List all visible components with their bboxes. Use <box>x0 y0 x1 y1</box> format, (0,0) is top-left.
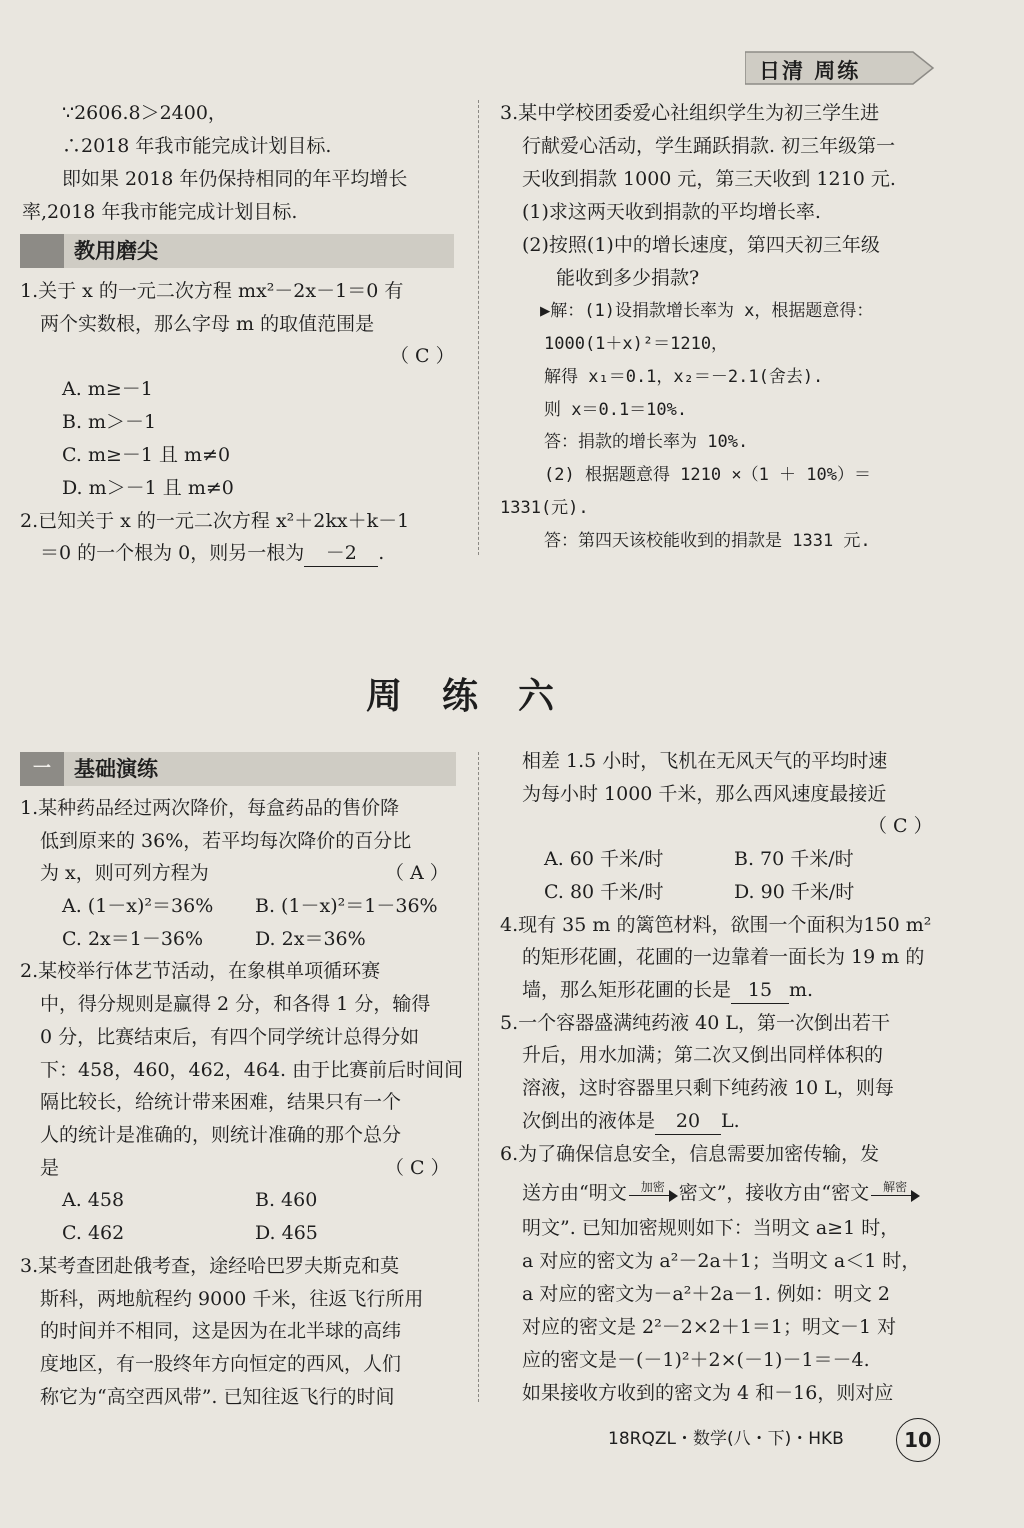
solution-line: ▶解：(1)设捐款增长率为 x，根据题意得： <box>540 301 874 321</box>
banner-label: 日清 周练 <box>759 59 861 83</box>
column-divider <box>478 752 479 1402</box>
option: C. m≥－1 且 m≠0 <box>62 444 231 466</box>
decrypt-arrow-icon <box>869 1180 921 1206</box>
text-line: ∵2606.8＞2400， <box>62 102 227 124</box>
question-line: 1.关于 x 的一元二次方程 mx²－2x－1＝0 有 <box>20 280 404 302</box>
header-banner <box>745 50 935 86</box>
option: D. 90 千米/时 <box>734 881 855 903</box>
question-line <box>522 1180 921 1206</box>
question-line: 2.某校举行体艺节活动，在象棋单项循环赛 <box>20 960 381 982</box>
solution-line: 答：第四天该校能收到的捐款是 1331 元. <box>544 531 871 551</box>
question-text: . <box>378 542 385 564</box>
option: A. (1－x)²＝36% <box>62 895 214 917</box>
question-text: L. <box>721 1110 740 1132</box>
option: B. 70 千米/时 <box>734 848 854 870</box>
question-line: 是 <box>40 1157 60 1179</box>
footer-code: 18RQZL・数学(八・下)・HKB <box>608 1429 844 1449</box>
question-text: ＝0 的一个根为 0，则另一根为 <box>40 542 305 564</box>
solution-line: 则 x＝0.1＝10%. <box>544 400 688 420</box>
text-line: 率,2018 年我市能完成计划目标. <box>22 201 298 223</box>
question-line: 明文”. 已知加密规则如下：当明文 a≥1 时， <box>522 1217 900 1239</box>
section-number: 一 <box>33 758 51 779</box>
question-line: (1)求这两天收到捐款的平均增长率. <box>522 201 821 223</box>
question-line: 隔比较长，给统计带来困难，结果只有一个 <box>40 1091 402 1113</box>
question-line: 两个实数根，那么字母 m 的取值范围是 <box>40 313 375 335</box>
answer-bracket: （ C ） <box>390 345 455 367</box>
question-line: 人的统计是准确的，则统计准确的那个总分 <box>40 1124 402 1146</box>
question-line: a 对应的密文为－a²＋2a－1. 例如：明文 2 <box>522 1283 891 1305</box>
option: C. 80 千米/时 <box>544 881 664 903</box>
question-line: 的时间并不相同，这是因为在北半球的高纬 <box>40 1320 402 1342</box>
option: D. 2x＝36% <box>255 928 366 950</box>
question-line: 0 分，比赛结束后，有四个同学统计总得分如 <box>40 1026 420 1048</box>
page-title: 周练六 <box>365 676 594 717</box>
option: C. 2x＝1－36% <box>62 928 204 950</box>
question-line: 天收到捐款 1000 元，第三天收到 1210 元. <box>522 168 896 190</box>
question-line: 5.一个容器盛满纯药液 40 L，第一次倒出若干 <box>500 1012 891 1034</box>
question-text: 次倒出的液体是 <box>522 1110 656 1132</box>
question-line <box>40 540 384 567</box>
question-line: 为 x，则可列方程为 <box>40 862 209 884</box>
question-line: 2.已知关于 x 的一元二次方程 x²＋2kx＋k－1 <box>20 510 410 532</box>
question-line: 3.某中学校团委爱心社组织学生为初三学生进 <box>500 102 880 124</box>
question-line: 下：458，460，462，464. 由于比赛前后时间间 <box>40 1059 464 1081</box>
option: A. m≥－1 <box>62 378 153 400</box>
answer-bracket: （ C ） <box>385 1157 450 1179</box>
option: A. 60 千米/时 <box>544 848 664 870</box>
answer-blank: 20 <box>655 1108 721 1135</box>
text-line: ∴2018 年我市能完成计划目标. <box>62 135 332 157</box>
solution-line: 1000(1＋x)²＝1210， <box>544 334 729 354</box>
option: B. (1－x)²＝1－36% <box>255 895 438 917</box>
answer-blank: －2 <box>304 540 378 567</box>
question-line: 称它为“高空西风带”. 已知往返飞行的时间 <box>40 1386 395 1408</box>
question-text: 密文”，接收方由“密文 <box>678 1182 870 1204</box>
question-line: (2)按照(1)中的增长速度，第四天初三年级 <box>522 234 880 256</box>
answer-bracket: （ A ） <box>385 862 449 884</box>
option: D. 465 <box>255 1222 318 1244</box>
option: D. m＞－1 且 m≠0 <box>62 477 234 499</box>
solution-line: 1331(元). <box>500 498 589 518</box>
question-line: 中，得分规则是赢得 2 分，和各得 1 分，输得 <box>40 993 431 1015</box>
option: C. 462 <box>62 1222 125 1244</box>
arrow-label: 解密 <box>883 1180 908 1194</box>
question-line: 如果接收方收到的密文为 4 和－16，则对应 <box>522 1382 894 1404</box>
option: B. m＞－1 <box>62 411 157 433</box>
question-line: 6.为了确保信息安全，信息需要加密传输，发 <box>500 1143 880 1165</box>
page-number: 10 <box>896 1418 940 1462</box>
question-line: 斯科，两地航程约 9000 千米，往返飞行所用 <box>40 1288 424 1310</box>
question-line: a 对应的密文为 a²－2a＋1；当明文 a＜1 时， <box>522 1250 921 1272</box>
question-line: 度地区，有一股终年方向恒定的西风，人们 <box>40 1353 402 1375</box>
answer-bracket: （ C ） <box>868 815 933 837</box>
section-header-basics <box>20 752 456 786</box>
text-line: 即如果 2018 年仍保持相同的年平均增长 <box>62 168 408 190</box>
arrow-label: 加密 <box>640 1180 665 1194</box>
column-divider <box>478 100 479 555</box>
question-line: 对应的密文是 2²－2×2＋1＝1；明文－1 对 <box>522 1316 897 1338</box>
section-header-teaching <box>20 234 454 268</box>
question-line: 能收到多少捐款? <box>556 267 700 289</box>
section-title: 基础演练 <box>74 757 158 781</box>
option: B. 460 <box>255 1189 318 1211</box>
question-line: 的矩形花圃，花圃的一边靠着一面长为 19 m 的 <box>522 946 925 968</box>
question-line: 行献爱心活动，学生踊跃捐款. 初三年级第一 <box>522 135 896 157</box>
question-text: m. <box>789 979 814 1001</box>
question-line <box>522 1108 740 1135</box>
solution-line: 答：捐款的增长率为 10%. <box>544 432 749 452</box>
encrypt-arrow-icon <box>627 1180 679 1206</box>
question-line: 3.某考查团赴俄考查，途经哈巴罗夫斯克和莫 <box>20 1255 400 1277</box>
question-text: 送方由“明文 <box>522 1182 627 1204</box>
section-title: 教用磨尖 <box>74 239 158 263</box>
solution-line: (2) 根据题意得 1210 ×（1 ＋ 10%）＝ <box>544 465 871 485</box>
question-line <box>522 977 813 1004</box>
question-line: 低到原来的 36%，若平均每次降价的百分比 <box>40 830 412 852</box>
question-line: 为每小时 1000 千米，那么西风速度最接近 <box>522 783 887 805</box>
question-line: 1.某种药品经过两次降价，每盒药品的售价降 <box>20 797 400 819</box>
option: A. 458 <box>62 1189 125 1211</box>
question-line: 应的密文是－(－1)²＋2×(－1)－1＝－4. <box>522 1349 870 1371</box>
section-tab <box>20 234 64 268</box>
question-line: 相差 1.5 小时，飞机在无风天气的平均时速 <box>522 750 888 772</box>
question-text: 墙，那么矩形花圃的长是 <box>522 979 732 1001</box>
question-line: 4.现有 35 m 的篱笆材料，欲围一个面积为150 m² <box>500 914 932 936</box>
question-line: 升后，用水加满；第二次又倒出同样体积的 <box>522 1044 884 1066</box>
solution-line: 解得 x₁＝0.1，x₂＝－2.1(舍去). <box>544 367 824 387</box>
question-line: 溶液，这时容器里只剩下纯药液 10 L，则每 <box>522 1077 894 1099</box>
answer-blank: 15 <box>731 977 789 1004</box>
